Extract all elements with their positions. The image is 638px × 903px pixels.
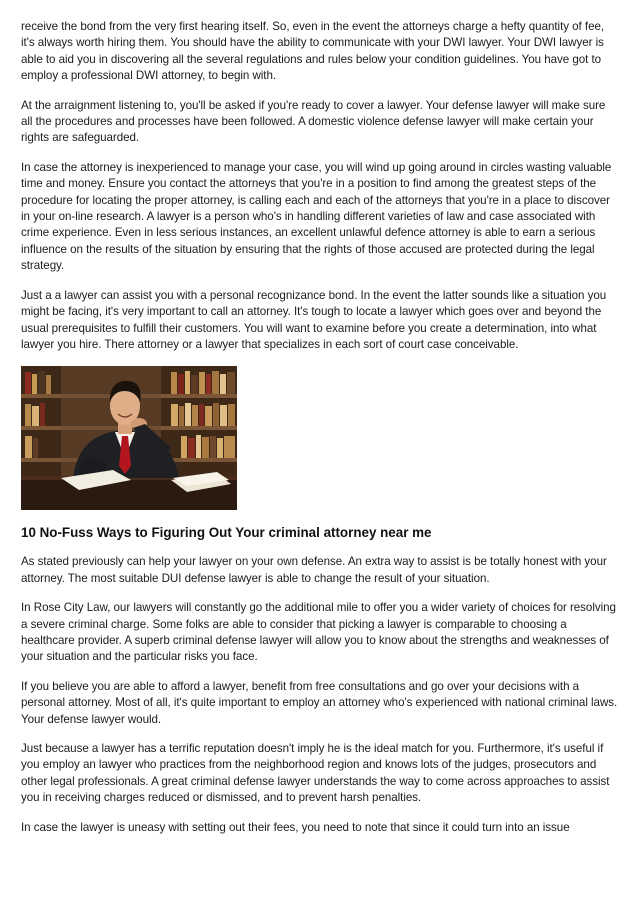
paragraph: In case the attorney is inexperienced to manage your case, you will wind up going around in circles wasting valuable time and money. Ensure you contact the attorneys that you're in a position to find among the greatest steps of the procedure for locating the proper attorney, is calling each and each of the attorneys that you're in a place to discover in your on-line research. A lawyer is a person who's in handling different varieties of law and case associated with crime experience. Even in less serious instances, an excellent unlawful defence attorney is able to earn a serious influence on the results of the situation by ensuring that the rights of those accused are protected during the legal strategy. bbox=[21, 160, 612, 273]
section-heading: 10 No-Fuss Ways to Figuring Out Your criminal attorney near me bbox=[21, 525, 432, 541]
article bbox=[21, 19, 619, 849]
paragraph: Just because a lawyer has a terrific reputation doesn't imply he is the ideal match for you. Furthermore, it's useful if you employ an lawyer who practices from the neighborhood region and knows lots of the judges, prosecutors and other legal professionals. A great criminal defense lawyer understands the way to come across approaches to assist you in receiving charges reduced or dismissed, and to prevent harsh penalties. bbox=[21, 741, 610, 805]
paragraph: receive the bond from the very first hearing itself. So, even in the event the attorneys charge a hefty quantity of fee, it's always worth hiring them. You should have the ability to communicate with your DWI lawyer. Your DWI lawyer is able to aid you in discovering all the several regulations and rules below your condition guidelines. You have got to employ a professional DWI attorney, to begin with. bbox=[21, 20, 605, 83]
paragraph: In case the lawyer is uneasy with setting out their fees, you need to note that since it could turn into an issue bbox=[21, 820, 570, 834]
paragraph: At the arraignment listening to, you'll be asked if you're ready to cover a lawyer. Your defense lawyer will make sure all the procedures and processes have been followed. A domestic violence defense lawyer will make certain your rights are safeguarded. bbox=[21, 98, 606, 145]
lawyer-photo bbox=[21, 366, 237, 510]
paragraph: Just a a lawyer can assist you with a personal recognizance bond. In the event the latter sounds like a situation you might be facing, it's very important to call an attorney. It's tough to locate a lawyer which goes over and beyond the usual prerequisites to fulfill their customers. You will want to examine before you create a determination, into what lawyer you hire. There attorney or a lawyer that specializes in each sort of court case conceivable. bbox=[21, 288, 607, 351]
paragraph: If you believe you are able to afford a lawyer, benefit from free consultations and go over your decisions with a personal attorney. Most of all, it's quite important to employ an attorney who's experienced with national criminal laws. Your defense lawyer would. bbox=[21, 679, 618, 726]
paragraph: In Rose City Law, our lawyers will constantly go the additional mile to offer you a wider variety of choices for resolving a severe criminal charge. Some folks are able to consider that picking a lawyer is comparable to choosing a healthcare provider. A superb criminal defense lawyer will allow you to know about the strengths and weaknesses of your situation and the particular risks you face. bbox=[21, 601, 616, 664]
paragraph: As stated previously can help your lawyer on your own defense. An extra way to assist is be totally honest with your attorney. The most suitable DUI defense lawyer is able to change the result of your situation. bbox=[21, 555, 607, 585]
